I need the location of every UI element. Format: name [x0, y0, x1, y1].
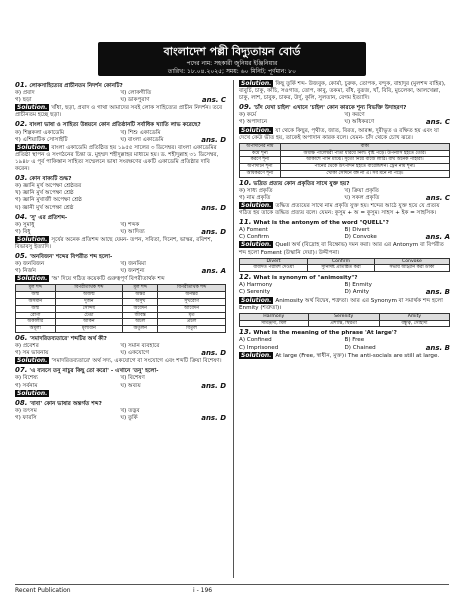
- question-11: 11. What is the antonym of the word "QUELL"?: [239, 218, 389, 227]
- option: D) Convoke ans. A: [344, 233, 450, 242]
- antonym-table: [15, 284, 226, 333]
- answer: ans. D: [201, 135, 226, 144]
- table-cell: পানের থেকে উৎপাদন হইতে বারেন্দ্রিশন। ট্রেন নাম শূন্য।: [280, 164, 449, 171]
- table-cell: অধিকরণে শূন্য: [240, 170, 281, 177]
- option: C) Confirm: [239, 234, 269, 241]
- apadan-table: [239, 143, 450, 178]
- solution-07: [15, 390, 226, 398]
- table-cell: আবেদন: [158, 305, 226, 312]
- table-row: [16, 312, 226, 319]
- answer: ans. C: [425, 193, 450, 202]
- option: ক) শিল্পকলা একাডেমি: [15, 129, 65, 136]
- question-07: 07. 'এ ব্যবসে তনু নাচুর কিছু তো করো' - এখানে 'তনু' হলো-: [15, 366, 159, 375]
- answer: ans. D: [201, 413, 226, 422]
- solution-tag: Solution.: [241, 351, 272, 359]
- option: খ) তদ্ভব: [120, 407, 140, 414]
- option: গ) সর্বনাম: [15, 382, 38, 389]
- table-cell: খোকা সেদিনে বঙ্গ না এ। সব মনে না পড়ে।: [280, 170, 449, 177]
- option: খ) সমান ব্যবহারে: [120, 343, 160, 350]
- table-header: বিপরীতার্থক শব্দ: [158, 285, 226, 292]
- options-08: [15, 408, 226, 422]
- table-cell: জন্ম: [16, 305, 56, 312]
- table-row: [16, 305, 226, 312]
- option: ক) সুমাধু: [15, 221, 35, 228]
- table-cell: অতুলন: [123, 326, 158, 333]
- table-header: বিপরীতার্থক শব্দ: [55, 285, 123, 292]
- option: ক) বিশেষ্য: [15, 375, 38, 382]
- table-cell: সৌন্দর্য: [55, 305, 123, 312]
- option: A) Confined: [239, 337, 272, 344]
- option: ক) তৎসম: [15, 407, 37, 414]
- table-cell: সভায় আহ্বান করা ডাকা: [374, 265, 449, 272]
- option: গ) নির্জন: [15, 268, 36, 275]
- table-row: [240, 320, 450, 327]
- option: ক) জ্ঞানি মুর্খ অপেক্ষা শ্রেষ্ঠতর: [15, 183, 82, 190]
- table-header: Convoke: [374, 258, 449, 265]
- option: B) Divert: [344, 227, 370, 234]
- table-row: [16, 319, 226, 326]
- options-12: [239, 282, 450, 296]
- solution-tag: Solution.: [17, 235, 48, 243]
- option: খ) শব্দক: [120, 221, 140, 228]
- solution-02: Solution. বাংলা একাডেমি প্রতিষ্ঠিত হয় ১৯৫৫ সালের ৩ ডিসেম্বর। বাংলা একাডেমির প্রতিষ্ঠা স্থাপন ও সংগঠনের চিন্তা ড. মুহম্মদ শহীদুল্লাহর মাধ্যমে হয়। ড. শহীদুল্লাহ ৩১ ডিসেম্বর, ১৯৪৮ এ পূর্ব পাকিস্তান সাহিত্য সম্মেলনে ভাষা সংরক্ষণের একটি একাডেমি প্রতিষ্ঠার দাবি করেন।: [15, 143, 219, 173]
- answer: ans. C: [425, 118, 450, 127]
- answer: ans. D: [201, 349, 226, 358]
- quell-table: [239, 258, 450, 273]
- page-number: i - 196: [193, 587, 213, 594]
- table-cell: অমূল্য: [16, 326, 56, 333]
- option: খ) ক্রিয়া প্রকৃতি: [344, 187, 379, 194]
- option: গ) জ্ঞানি মুখার্জী অপেক্ষা শ্রেষ্ঠ: [15, 197, 82, 204]
- question-05: 05. 'অনবিজন' শব্দের বিপরীত শব্দ হলো-: [15, 252, 113, 261]
- solution-tag: Solution.: [17, 389, 48, 397]
- question-12: 12. What is synonym of "animosity"?: [239, 273, 358, 282]
- solution-06: Solution. 'সমাদরিতব্যতারে' অর্থ সদ্য, একযোগে বা সংযোগে এবং শব্দটি ক্রিয়া বিশেষণ।: [17, 357, 222, 365]
- solution-tag: Solution.: [241, 80, 272, 87]
- table-cell: সুখরোগ: [158, 299, 226, 306]
- table-cell: দুর্জন: [55, 299, 123, 306]
- question-10: 10. ভদ্রিত প্রত্যয় কোন প্রকৃতির সাথে যুক্ত হয়?: [239, 178, 350, 187]
- table-cell: মৃত: [158, 312, 226, 319]
- table-cell: আকন: [55, 319, 123, 326]
- table-cell: অন্তর: [123, 292, 158, 299]
- question-08: 08. 'বাবা' কোন ভাষার অন্তর্গত শব্দ?: [15, 398, 102, 407]
- option: খ) লোকগীতি: [120, 90, 152, 97]
- table-header: Amity: [379, 313, 449, 320]
- solution-12: Solution. Animosity অর্থ বিদ্বেষ, শত্রুতা। আর এর Synonym বা সমার্থক শব্দ হলো Enmity (শত্রুতা)।: [239, 296, 443, 311]
- solution-tag: Solution.: [241, 126, 272, 134]
- option: ঘ) অব্যয় ans. D: [120, 381, 226, 390]
- table-cell: অপাদানে শূন্য: [240, 164, 281, 171]
- table-cell: অনন্তর: [158, 292, 226, 299]
- solution-tag: Solution.: [17, 357, 48, 365]
- option: গ) নাম প্রকৃতি: [239, 194, 271, 201]
- option: গ) অপাদানে: [239, 119, 268, 126]
- option: C) Imprisoned: [239, 344, 279, 351]
- answer: ans. D: [201, 227, 226, 236]
- table-cell: বন্ধুত্ব, সৌহার্দ্য: [379, 320, 449, 327]
- option: A) Harmony: [239, 282, 273, 289]
- answer: ans. B: [425, 343, 450, 352]
- answer: ans. A: [425, 233, 450, 242]
- right-column: [239, 80, 450, 360]
- table-header: বাক্য: [280, 143, 449, 150]
- option: খ) বিশেষণ: [120, 375, 145, 382]
- column-divider: [233, 80, 234, 578]
- question-03: 03. কোন বাক্যটি শুদ্ধ?: [15, 174, 72, 183]
- table-cell: রোগা: [16, 312, 56, 319]
- option: ঘ) তুর্কি ans. D: [120, 413, 226, 422]
- table-cell: অকালীর: [16, 319, 56, 326]
- solution-tag: Solution.: [241, 241, 272, 249]
- question-04: 04. 'সু' এর প্রতিশব্দ-: [15, 212, 68, 221]
- option: ঘ) একযোগে ans. D: [120, 349, 226, 358]
- table-row: [16, 326, 226, 333]
- table-cell: সামঞ্জস্য, মিল: [240, 320, 309, 327]
- option: গ) সম ভাবনায়: [15, 350, 49, 357]
- exam-info: তারিখ: ১৮.০৪.২০২৫; সময়: ৬০ মিনিট; পূর্ণমান: ৮০: [167, 68, 297, 75]
- table-header: মূল শব্দ: [123, 285, 158, 292]
- page-footer: [15, 584, 449, 594]
- option: ঘ) বাংলা একাডেমি ans. D: [120, 135, 226, 144]
- option: খ) জ্ঞানি মুর্খ অপেক্ষা শ্রেষ্ঠ: [15, 190, 74, 197]
- exam-title: বাংলাদেশ পল্লী বিদ্যুতায়ন বোর্ড: [163, 45, 301, 58]
- question-02: 02. বাংলা ভাষা ও সাহিত্য উন্নয়নে কোন প্রতিষ্ঠানটি সর্বাধিক খ্যাতি লাভ করেছে?: [15, 120, 201, 129]
- table-row: [240, 265, 450, 272]
- publisher-name: Recent Publication: [15, 587, 71, 594]
- table-header: Confirm: [308, 258, 375, 265]
- options-09: [239, 112, 450, 126]
- option: গ) এশিয়াটিক সোসাইটি: [15, 136, 68, 143]
- option: B) Enmity: [344, 282, 372, 289]
- options-01: [15, 90, 226, 104]
- solution-tag: Solution.: [17, 104, 48, 112]
- answer: ans. D: [201, 203, 226, 212]
- solution-tag: Solution.: [17, 275, 48, 283]
- exam-post-name: পদের নাম: সহকারী জুনিয়র ইঞ্জিনিয়ার: [186, 60, 278, 67]
- answer: ans. B: [425, 288, 450, 297]
- answer: ans. A: [201, 267, 226, 276]
- option: ঘ) আদিত্য ans. D: [120, 227, 226, 236]
- table-row: [16, 299, 226, 306]
- solution-tag: Solution.: [241, 202, 272, 210]
- option: খ) শিশু একাডেমি: [120, 129, 161, 136]
- table-cell: প্রশান্তি, স্থিরতা: [308, 320, 379, 327]
- option: গ) বিধু: [15, 228, 31, 235]
- answer: ans. C: [201, 96, 226, 105]
- options-04: [15, 222, 226, 236]
- option: ঘ) সকল প্রকৃতি ans. C: [344, 193, 450, 202]
- options-13: [239, 337, 450, 351]
- solution-01: Solution. খাঁধা, ছড়া, প্রবাদ ও গাথা আমাদের সবই লোক সাহিত্যের প্রাচীন নিদর্শন। তবে প্রাচীনতম হচ্ছে ছড়া।: [15, 104, 223, 119]
- solution-08: Solution. কিছু তুর্কি শব্দ- উজবুক, কোর্মা, চুরুক, তোপক, বন্দুক, বাহাদুর (মুলশব্দ বাহির), বাবুর্চি, চাকু, কাঁচি, সওগাত, তোপ, কাবু, তকমা, বাঁধ, বুরূজ, খাঁ, বিবি, মুচলেকা, আলখেল্লা, চাকু, লাশ, চাবুক, চাকর, উর্দু, কুলি, সুলতান, বেগম ইত্যাদি।: [239, 80, 446, 102]
- question-01: 01. লোকসাহিত্যের প্রাচীনতম নিদর্শন কোনটি?: [15, 81, 123, 89]
- table-row: [16, 292, 226, 299]
- option: ক) কর্মে: [239, 112, 257, 119]
- option: ক) প্রবেশর: [15, 343, 39, 350]
- option: D) Amity ans. B: [344, 288, 450, 297]
- option: A) Foment: [239, 227, 268, 234]
- table-cell: অধ্যক্ষ পালেশ্বরী পাতা ধরিয়ে নিল। বৃষ্টি পড়ে। উপন্যাস হইতে তৈরি।: [280, 150, 449, 157]
- option: গ) ফারসি: [15, 414, 37, 421]
- option: B) Free: [344, 337, 365, 344]
- solution-tag: Solution.: [241, 296, 272, 304]
- table-cell: জীবন্ত: [123, 312, 158, 319]
- animosity-table: [239, 313, 450, 328]
- table-cell: বিতুল: [158, 326, 226, 333]
- option: গ) ছড়া: [15, 97, 32, 104]
- table-row: [240, 150, 450, 157]
- table-header: মূল শব্দ: [16, 285, 56, 292]
- table-row: [240, 170, 450, 177]
- option: ঘ) জ্ঞানী মুর্খ অপেক্ষা শ্রেষ্ঠ ans. D: [15, 203, 226, 212]
- option: ঘ) ডাকপুরাণ ans. C: [120, 96, 226, 105]
- table-cell: অজন্ম: [55, 292, 123, 299]
- exam-header-banner: [98, 42, 366, 76]
- options-03: [15, 183, 226, 211]
- option: ঘ) জনশূন্য ans. A: [120, 267, 226, 276]
- solution-11: Solution. Quell অর্থ (বিদ্রোহ বা বিক্ষোভ) দমন করা। আর এর Antonym বা বিপরীত শব্দ হলো Foment (উস্কানি দেয়া)। উদ্দীপনা।: [239, 241, 444, 256]
- options-07: [15, 375, 226, 389]
- table-row: [240, 157, 450, 164]
- table-cell: অচল: [123, 319, 158, 326]
- table-header: Harmony: [240, 313, 309, 320]
- table-header: অপাদানের নাম: [240, 143, 281, 150]
- table-cell: সুনির্দিষ্ট প্রতিষ্ঠিত করা: [308, 265, 375, 272]
- table-cell: আকাশে পানি মাঝে। সুতো নিয়ে বাজে লাঠি। বাঘ অনেক পাহারা।: [280, 157, 449, 164]
- table-header: Divert: [240, 258, 308, 265]
- table-cell: অবেদন: [123, 305, 158, 312]
- question-06: 06. 'সমাদরিতব্যতারে' শব্দটির অর্থ কী?: [15, 334, 107, 343]
- option: ক) প্রবাদ: [15, 90, 35, 97]
- table-cell: বাবদিত পরামর্শ দেওয়া: [240, 265, 308, 272]
- question-13: 13. What is the meaning of the phrase 'At large'?: [239, 328, 397, 337]
- option: ক) জনবিজন: [15, 261, 45, 268]
- table-cell: মূল্যবান: [55, 326, 123, 333]
- option: C) Serenity: [239, 289, 271, 296]
- table-header: Serenity: [308, 313, 379, 320]
- left-column: [15, 80, 226, 422]
- solution-10: Solution. তদ্ধিত প্রত্যয়ের সাথে নাম প্রকৃতি যুক্ত হয়। শব্দের আঠে যুক্ত হয়ে যে প্রত্যয় গঠিত হয় তাকে তদ্ধিত প্রত্যয় বলে। যেমন: কুসুম + অ = কুসুম। সাহস + ইক = সাহসিক।: [239, 202, 440, 217]
- answer: ans. D: [201, 381, 226, 390]
- options-11: [239, 227, 450, 241]
- solution-tag: Solution.: [17, 143, 48, 151]
- table-cell: টেঙা: [55, 312, 123, 319]
- options-02: [15, 130, 226, 144]
- table-cell: প্রচল: [158, 319, 226, 326]
- option: খ) জনমিমা: [120, 261, 146, 268]
- table-cell: জন্ম: [16, 292, 56, 299]
- solution-09: Solution. যা থেকে কিছুর, পৃথীত, জাত, বিরত, আরম্ভ, দুরীভূত ও রক্ষিত হয় এবং যা দেখে কেউ ভীত হয়, তাকেই অপাদান কারক বলে। যেমন- চাঁদ থেকে চোখ ঝরে।: [239, 126, 439, 141]
- solution-05: Solution. 'অ' দিয়ে গঠিত কয়েকটি গুরুত্বপূর্ণ বিপরীতার্থক শব্দ: [17, 275, 165, 283]
- table-cell: অসমান: [16, 299, 56, 306]
- option: ঘ) অধিকরণে ans. C: [344, 118, 450, 127]
- options-05: [15, 261, 226, 275]
- options-10: [239, 188, 450, 202]
- option: D) Chained ans. B: [344, 343, 450, 352]
- option: খ) করণে: [344, 112, 365, 119]
- solution-13: Solution. At large (Free, স্বাধীন, মুক্ত)। The anti-socials are still at large.: [241, 351, 440, 359]
- table-row: [240, 164, 450, 171]
- table-cell: অসুখ: [123, 299, 158, 306]
- table-cell: করণে শূন্য: [240, 157, 281, 164]
- option: ক) সাধ্য প্রকৃতি: [239, 187, 273, 194]
- solution-04: Solution. সূর্যের অনেক প্রতিশব্দ আছে যেমন- তপন, সবিতা, দিনেশ, ভাস্কর, রবিশশ, বিভাবসু ইত্যাদি।: [15, 235, 213, 250]
- question-09: 09. 'চাঁদ যেখা চাইল' এখানে 'চাইল' কোন কারকে শূন্য বিভক্তি উদাহরণ?: [239, 103, 407, 112]
- table-cell: কর্মে শূন্য: [240, 150, 281, 157]
- options-06: [15, 343, 226, 357]
